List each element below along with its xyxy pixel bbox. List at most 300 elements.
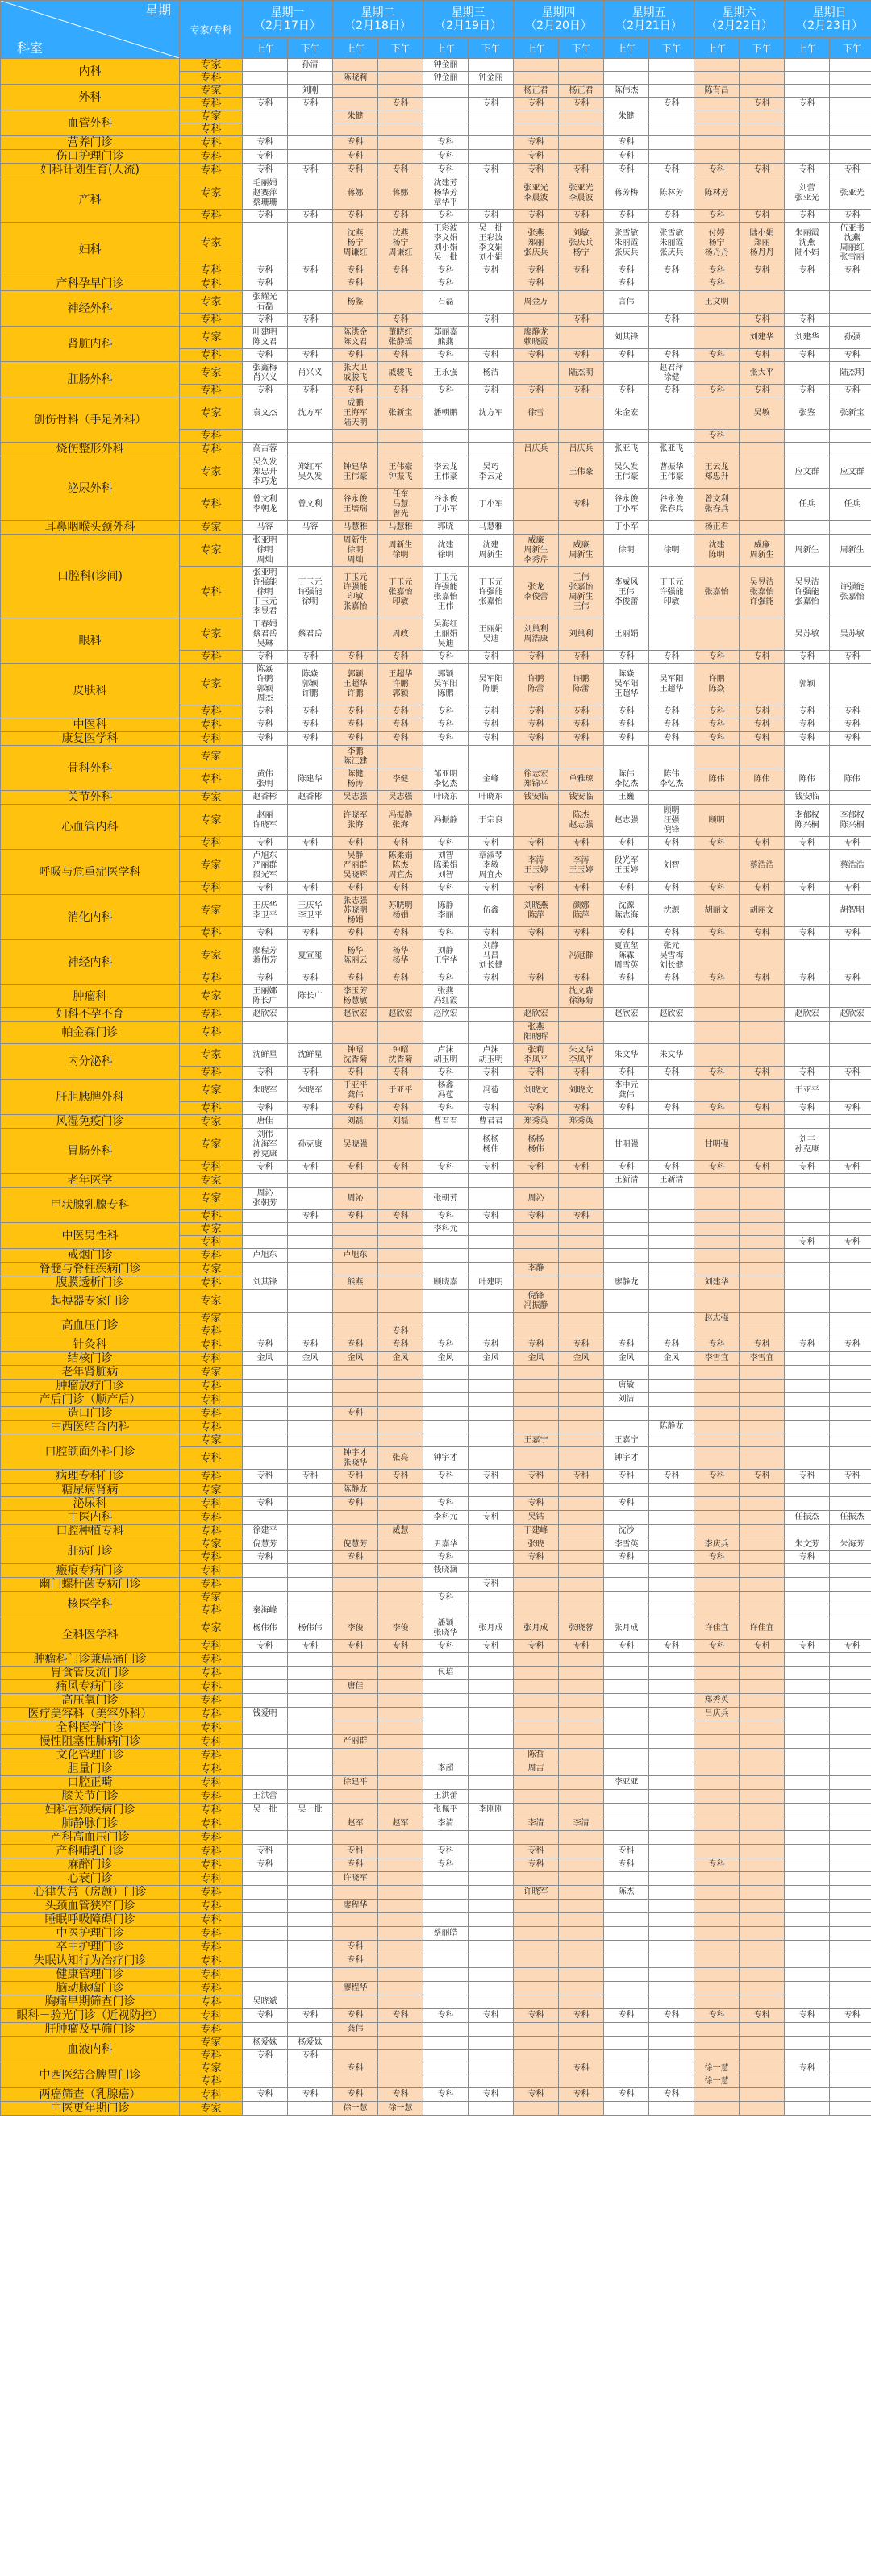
- schedule-cell: 包培: [423, 1667, 469, 1680]
- schedule-cell: [785, 362, 830, 385]
- schedule-cell: 专科: [785, 1102, 830, 1115]
- schedule-cell: 赵君萍 徐健: [649, 362, 694, 385]
- schedule-cell: 李郁权 陈兴桐: [785, 805, 830, 837]
- clinic-type: 专科: [180, 1872, 243, 1886]
- schedule-row: [1, 1617, 871, 1640]
- department-name: 慢性阻塞性肺病门诊: [1, 1735, 180, 1749]
- schedule-cell: [694, 1667, 740, 1680]
- schedule-cell: [469, 2102, 514, 2116]
- schedule-cell: [378, 291, 423, 314]
- schedule-cell: 专科: [243, 705, 288, 718]
- schedule-cell: 陈伟 李忆杰: [604, 768, 649, 791]
- schedule-cell: 专科: [333, 1858, 378, 1872]
- schedule-cell: [243, 2075, 288, 2088]
- schedule-row: [1, 1434, 871, 1447]
- schedule-cell: [649, 397, 694, 430]
- schedule-cell: [288, 1325, 333, 1338]
- schedule-cell: [785, 1210, 830, 1223]
- schedule-cell: [649, 1497, 694, 1511]
- schedule-cell: [694, 1776, 740, 1790]
- schedule-cell: [514, 1831, 559, 1845]
- schedule-cell: 专科: [559, 2062, 604, 2075]
- schedule-cell: [694, 443, 740, 456]
- schedule-cell: [785, 150, 830, 164]
- schedule-cell: 专科: [649, 651, 694, 664]
- department-name: 皮肤科: [1, 664, 180, 718]
- schedule-cell: [333, 2037, 378, 2050]
- schedule-cell: [649, 1968, 694, 1982]
- schedule-cell: 张月成: [604, 1617, 649, 1640]
- department-name: 产科: [1, 177, 180, 223]
- schedule-cell: 专科: [514, 210, 559, 223]
- schedule-cell: [559, 1008, 604, 1022]
- department-name: 口腔颌面外科门诊: [1, 1434, 180, 1470]
- schedule-cell: [559, 277, 604, 291]
- schedule-cell: [694, 1525, 740, 1538]
- schedule-cell: [243, 746, 288, 768]
- schedule-cell: 专科: [333, 1407, 378, 1421]
- clinic-type: 专科: [180, 1551, 243, 1564]
- schedule-row: [1, 59, 871, 72]
- clinic-type: 专科: [180, 2050, 243, 2062]
- day-name: 星期三: [451, 6, 486, 19]
- schedule-cell: 陈焱 许鹏 郭颖 周杰: [243, 664, 288, 705]
- schedule-cell: 专科: [288, 349, 333, 362]
- schedule-cell: 专科: [243, 349, 288, 362]
- schedule-cell: 专科: [333, 651, 378, 664]
- schedule-cell: [649, 1538, 694, 1551]
- schedule-cell: [469, 1497, 514, 1511]
- schedule-cell: 吴晓斌: [243, 1995, 288, 2009]
- schedule-cell: 专科: [423, 837, 469, 850]
- schedule-cell: [694, 1188, 740, 1210]
- schedule-cell: 专科: [830, 2009, 871, 2023]
- schedule-cell: [333, 1749, 378, 1762]
- schedule-row: [1, 1886, 871, 1900]
- schedule-cell: [514, 1708, 559, 1721]
- schedule-cell: 专科: [785, 927, 830, 940]
- schedule-cell: 丁玉元 许强能 张嘉怡: [469, 567, 514, 618]
- schedule-cell: [830, 1564, 871, 1578]
- schedule-cell: 严丽群: [333, 1735, 378, 1749]
- schedule-cell: [649, 1223, 694, 1236]
- schedule-cell: 专科: [243, 718, 288, 732]
- schedule-cell: 专科: [423, 2009, 469, 2023]
- schedule-cell: [830, 1913, 871, 1927]
- schedule-cell: [469, 1845, 514, 1858]
- schedule-cell: 专科: [604, 927, 649, 940]
- clinic-type: 专科: [180, 927, 243, 940]
- pm-header: 下午: [378, 38, 423, 59]
- schedule-cell: 专科: [469, 1511, 514, 1525]
- schedule-cell: 专科: [559, 164, 604, 177]
- schedule-cell: [830, 2037, 871, 2050]
- schedule-cell: 专科: [423, 705, 469, 718]
- clinic-type: 专家: [180, 1434, 243, 1447]
- schedule-cell: 吴军阳 陈鹏: [469, 664, 514, 705]
- schedule-cell: [649, 1831, 694, 1845]
- schedule-cell: [830, 2050, 871, 2062]
- schedule-cell: 专科: [785, 314, 830, 327]
- schedule-row: [1, 1680, 871, 1694]
- schedule-cell: [559, 746, 604, 768]
- schedule-cell: [740, 664, 785, 705]
- clinic-type: 专家: [180, 2062, 243, 2075]
- schedule-cell: 专科: [514, 1640, 559, 1653]
- schedule-cell: [333, 1325, 378, 1338]
- schedule-cell: [649, 1900, 694, 1913]
- schedule-row: [1, 1694, 871, 1708]
- schedule-cell: 专科: [559, 927, 604, 940]
- schedule-cell: [469, 110, 514, 123]
- schedule-cell: [423, 1249, 469, 1263]
- schedule-row: [1, 397, 871, 430]
- schedule-cell: [740, 291, 785, 314]
- schedule-cell: [830, 1900, 871, 1913]
- department-name: 内科: [1, 59, 180, 85]
- schedule-cell: 于亚平: [785, 1080, 830, 1102]
- schedule-cell: [378, 2075, 423, 2088]
- schedule-cell: 胡智明: [830, 895, 871, 927]
- schedule-cell: 王巍: [604, 791, 649, 805]
- schedule-cell: 沈方军: [469, 397, 514, 430]
- schedule-cell: [559, 2023, 604, 2037]
- schedule-cell: 专科: [288, 705, 333, 718]
- schedule-cell: [604, 1484, 649, 1497]
- schedule-cell: 专科: [604, 1640, 649, 1653]
- schedule-cell: [649, 1276, 694, 1290]
- clinic-type: 专科: [180, 1525, 243, 1538]
- schedule-cell: [378, 1735, 423, 1749]
- schedule-cell: 专科: [649, 385, 694, 397]
- schedule-cell: [604, 1982, 649, 1995]
- schedule-cell: 专科: [469, 1640, 514, 1653]
- schedule-cell: [469, 2050, 514, 2062]
- schedule-cell: 专科: [830, 1067, 871, 1080]
- schedule-cell: [785, 1380, 830, 1393]
- department-name: 胃肠外科: [1, 1129, 180, 1174]
- schedule-cell: [830, 1872, 871, 1886]
- schedule-cell: 专科: [378, 210, 423, 223]
- schedule-cell: 张燕 阳晓晖: [514, 1022, 559, 1044]
- schedule-cell: 专科: [694, 277, 740, 291]
- schedule-cell: 专科: [378, 385, 423, 397]
- schedule-cell: 冯振静: [423, 805, 469, 837]
- schedule-cell: [740, 1249, 785, 1263]
- schedule-cell: 熊燕: [333, 1276, 378, 1290]
- schedule-row: [1, 1525, 871, 1538]
- am-header: 上午: [514, 38, 559, 59]
- schedule-cell: 陈长广: [288, 985, 333, 1008]
- schedule-cell: 朱晓军: [288, 1080, 333, 1102]
- department-name: 糖尿病肾病: [1, 1484, 180, 1497]
- schedule-cell: 徐明: [604, 535, 649, 567]
- day-name: 星期一: [270, 6, 305, 19]
- schedule-cell: 张亚明 徐明 周灿: [243, 535, 288, 567]
- schedule-row: [1, 1174, 871, 1188]
- schedule-cell: 专科: [694, 651, 740, 664]
- schedule-cell: 专科: [423, 150, 469, 164]
- schedule-cell: 专科: [514, 927, 559, 940]
- schedule-cell: [830, 1290, 871, 1313]
- day-name: 星期二: [360, 6, 395, 19]
- schedule-cell: [604, 1564, 649, 1578]
- schedule-cell: [830, 1393, 871, 1407]
- schedule-cell: [469, 1680, 514, 1694]
- schedule-cell: 朱晓军: [243, 1080, 288, 1102]
- schedule-cell: 专科: [378, 927, 423, 940]
- schedule-cell: 钱安临: [559, 791, 604, 805]
- schedule-cell: 徐一慧: [333, 2102, 378, 2116]
- schedule-cell: [378, 1223, 423, 1236]
- schedule-cell: 专科: [378, 705, 423, 718]
- schedule-cell: 刘智 陈柔娟 刘智: [423, 850, 469, 882]
- schedule-cell: [559, 123, 604, 136]
- schedule-cell: [469, 430, 514, 443]
- schedule-cell: 专科: [378, 2009, 423, 2023]
- schedule-cell: [740, 136, 785, 150]
- schedule-cell: [740, 746, 785, 768]
- schedule-cell: 陈晓莉: [333, 72, 378, 85]
- schedule-cell: 金风: [604, 1352, 649, 1366]
- schedule-cell: [333, 1968, 378, 1982]
- schedule-cell: [288, 136, 333, 150]
- schedule-cell: 陈健 杨涛: [333, 768, 378, 791]
- schedule-cell: 卢旭东 严丽群 段光军: [243, 850, 288, 882]
- schedule-cell: 专科: [423, 651, 469, 664]
- schedule-cell: [514, 1366, 559, 1380]
- schedule-cell: 钟昭 沈香菊: [333, 1044, 378, 1067]
- day-header: [243, 1, 333, 38]
- department-name: 泌尿科: [1, 1497, 180, 1511]
- schedule-cell: [333, 1653, 378, 1667]
- schedule-cell: 专科: [514, 2088, 559, 2102]
- schedule-cell: 谷永俊 王培瑞: [333, 489, 378, 521]
- clinic-type: 专科: [180, 1776, 243, 1790]
- schedule-cell: 吴久发 郑忠升 李巧龙: [243, 456, 288, 489]
- schedule-cell: [740, 430, 785, 443]
- clinic-type: 专科: [180, 882, 243, 895]
- schedule-cell: [604, 1188, 649, 1210]
- schedule-cell: 专科: [288, 1470, 333, 1484]
- pm-header: 下午: [649, 38, 694, 59]
- schedule-cell: 专科: [378, 837, 423, 850]
- schedule-cell: 朱丽霞 沈燕 陆小娟: [785, 223, 830, 264]
- schedule-row: [1, 1776, 871, 1790]
- schedule-row: [1, 1421, 871, 1434]
- schedule-cell: 专科: [469, 1338, 514, 1352]
- schedule-cell: [740, 1927, 785, 1941]
- schedule-cell: 王丽娟: [604, 618, 649, 651]
- schedule-cell: 专科: [243, 136, 288, 150]
- schedule-cell: [740, 1776, 785, 1790]
- schedule-cell: 朱金宏: [604, 397, 649, 430]
- schedule-cell: [649, 1708, 694, 1721]
- schedule-cell: 陈林芳: [694, 177, 740, 210]
- schedule-cell: [649, 1249, 694, 1263]
- clinic-type: 专家: [180, 1129, 243, 1161]
- schedule-cell: 张大卫 戚骏飞: [333, 362, 378, 385]
- clinic-type: 专科: [180, 1790, 243, 1804]
- department-name: 膝关节门诊: [1, 1790, 180, 1804]
- schedule-cell: 叶建明: [469, 1276, 514, 1290]
- schedule-cell: [830, 2102, 871, 2116]
- schedule-cell: 专科: [243, 210, 288, 223]
- schedule-row: [1, 1497, 871, 1511]
- schedule-cell: 金风: [423, 1352, 469, 1366]
- schedule-cell: [649, 1776, 694, 1790]
- schedule-cell: 专科: [649, 837, 694, 850]
- schedule-cell: 专科: [469, 1470, 514, 1484]
- department-name: 全科医学门诊: [1, 1721, 180, 1735]
- schedule-cell: 倪慧芳: [333, 1538, 378, 1551]
- schedule-cell: 专科: [740, 349, 785, 362]
- schedule-cell: 赵香彬: [243, 791, 288, 805]
- schedule-cell: 钟宇才: [423, 1447, 469, 1470]
- schedule-row: [1, 2102, 871, 2116]
- schedule-cell: [649, 1129, 694, 1161]
- schedule-cell: 张亚光 李晨波: [559, 177, 604, 210]
- department-name: 中西医结合脾胃门诊: [1, 2062, 180, 2088]
- schedule-cell: [740, 1538, 785, 1551]
- schedule-cell: [785, 1174, 830, 1188]
- clinic-type: 专科: [180, 1604, 243, 1617]
- schedule-cell: [514, 940, 559, 972]
- schedule-cell: [423, 2102, 469, 2116]
- schedule-cell: 周金万: [514, 291, 559, 314]
- schedule-cell: [604, 1762, 649, 1776]
- schedule-cell: [423, 1941, 469, 1954]
- schedule-row: [1, 1749, 871, 1762]
- schedule-cell: 沈建 周新生: [469, 535, 514, 567]
- schedule-cell: [785, 430, 830, 443]
- schedule-cell: [740, 1694, 785, 1708]
- schedule-cell: [378, 59, 423, 72]
- schedule-cell: [785, 850, 830, 882]
- schedule-cell: [740, 1393, 785, 1407]
- schedule-cell: [469, 1913, 514, 1927]
- schedule-cell: 刘静 马昌 刘长健: [469, 940, 514, 972]
- schedule-cell: 沈源: [649, 895, 694, 927]
- pm-header: 下午: [288, 38, 333, 59]
- schedule-cell: [649, 2075, 694, 2088]
- schedule-cell: 专科: [378, 1102, 423, 1115]
- clinic-type: 专家: [180, 1290, 243, 1313]
- schedule-cell: [604, 123, 649, 136]
- schedule-cell: [604, 1694, 649, 1708]
- schedule-cell: 陈杰 赵志强: [559, 805, 604, 837]
- schedule-cell: [830, 1653, 871, 1667]
- clinic-type: 专科: [180, 2009, 243, 2023]
- schedule-cell: 专科: [649, 1470, 694, 1484]
- schedule-cell: [830, 1721, 871, 1735]
- schedule-cell: 曹君君: [469, 1115, 514, 1129]
- schedule-cell: [378, 1604, 423, 1617]
- department-name: 血管外科: [1, 110, 180, 136]
- department-name: 神经外科: [1, 291, 180, 327]
- schedule-cell: 专科: [423, 882, 469, 895]
- schedule-row: [1, 1762, 871, 1776]
- schedule-cell: 专科: [423, 1067, 469, 1080]
- schedule-cell: [288, 2023, 333, 2037]
- schedule-cell: [333, 1380, 378, 1393]
- schedule-cell: 专科: [604, 150, 649, 164]
- schedule-cell: 专科: [378, 314, 423, 327]
- schedule-cell: 李科元: [423, 1511, 469, 1525]
- schedule-cell: [514, 1325, 559, 1338]
- schedule-cell: 专科: [333, 150, 378, 164]
- schedule-cell: [785, 1223, 830, 1236]
- schedule-cell: [785, 1263, 830, 1276]
- schedule-cell: 专科: [333, 1551, 378, 1564]
- schedule-cell: [604, 1804, 649, 1817]
- schedule-cell: 专科: [423, 385, 469, 397]
- schedule-cell: [740, 1995, 785, 2009]
- schedule-cell: [694, 123, 740, 136]
- schedule-cell: 郑丽嘉 熊燕: [423, 327, 469, 349]
- schedule-cell: [514, 1653, 559, 1667]
- clinic-type: 专科: [180, 1276, 243, 1290]
- schedule-cell: 专科: [514, 385, 559, 397]
- schedule-cell: [288, 1886, 333, 1900]
- schedule-cell: [288, 1831, 333, 1845]
- department-name: 卒中护理门诊: [1, 1941, 180, 1954]
- schedule-cell: [785, 1313, 830, 1325]
- department-name: 妇科: [1, 223, 180, 277]
- schedule-row: [1, 1338, 871, 1352]
- schedule-cell: 张月成: [514, 1617, 559, 1640]
- clinic-type: 专科: [180, 1380, 243, 1393]
- schedule-cell: 专科: [604, 1338, 649, 1352]
- schedule-cell: 袁文杰: [243, 397, 288, 430]
- schedule-cell: 任振杰: [785, 1511, 830, 1525]
- schedule-row: [1, 618, 871, 651]
- schedule-cell: 蔡浩浩: [830, 850, 871, 882]
- schedule-cell: 许鹏 陈蕾: [514, 664, 559, 705]
- schedule-row: [1, 1708, 871, 1721]
- schedule-row: [1, 940, 871, 972]
- schedule-cell: [469, 1421, 514, 1434]
- schedule-cell: [785, 1115, 830, 1129]
- department-name: 脊髓与脊柱疾病门诊: [1, 1263, 180, 1276]
- schedule-cell: [559, 1174, 604, 1188]
- clinic-type: 专科: [180, 1982, 243, 1995]
- schedule-cell: [288, 1497, 333, 1511]
- schedule-cell: [830, 1578, 871, 1592]
- department-name: 产后门诊（顺产后）: [1, 1393, 180, 1407]
- schedule-cell: [785, 2088, 830, 2102]
- schedule-cell: 专科: [378, 264, 423, 277]
- clinic-type: 专家: [180, 223, 243, 264]
- schedule-cell: [740, 1421, 785, 1434]
- schedule-cell: 专科: [423, 1497, 469, 1511]
- clinic-type: 专科: [180, 314, 243, 327]
- department-name: 中西医结合内科: [1, 1421, 180, 1434]
- schedule-cell: 陈建华: [288, 768, 333, 791]
- schedule-cell: 专科: [604, 349, 649, 362]
- schedule-cell: 专科: [785, 882, 830, 895]
- schedule-cell: [785, 1407, 830, 1421]
- schedule-cell: 张志强 苏晓明 杨娟: [333, 895, 378, 927]
- department-name: 营养门诊: [1, 136, 180, 150]
- clinic-type: 专科: [180, 2088, 243, 2102]
- schedule-cell: 专科: [333, 882, 378, 895]
- schedule-cell: [649, 1210, 694, 1223]
- schedule-cell: 专科: [333, 2062, 378, 2075]
- schedule-cell: 专科: [740, 718, 785, 732]
- schedule-cell: [423, 1578, 469, 1592]
- schedule-cell: [740, 1313, 785, 1325]
